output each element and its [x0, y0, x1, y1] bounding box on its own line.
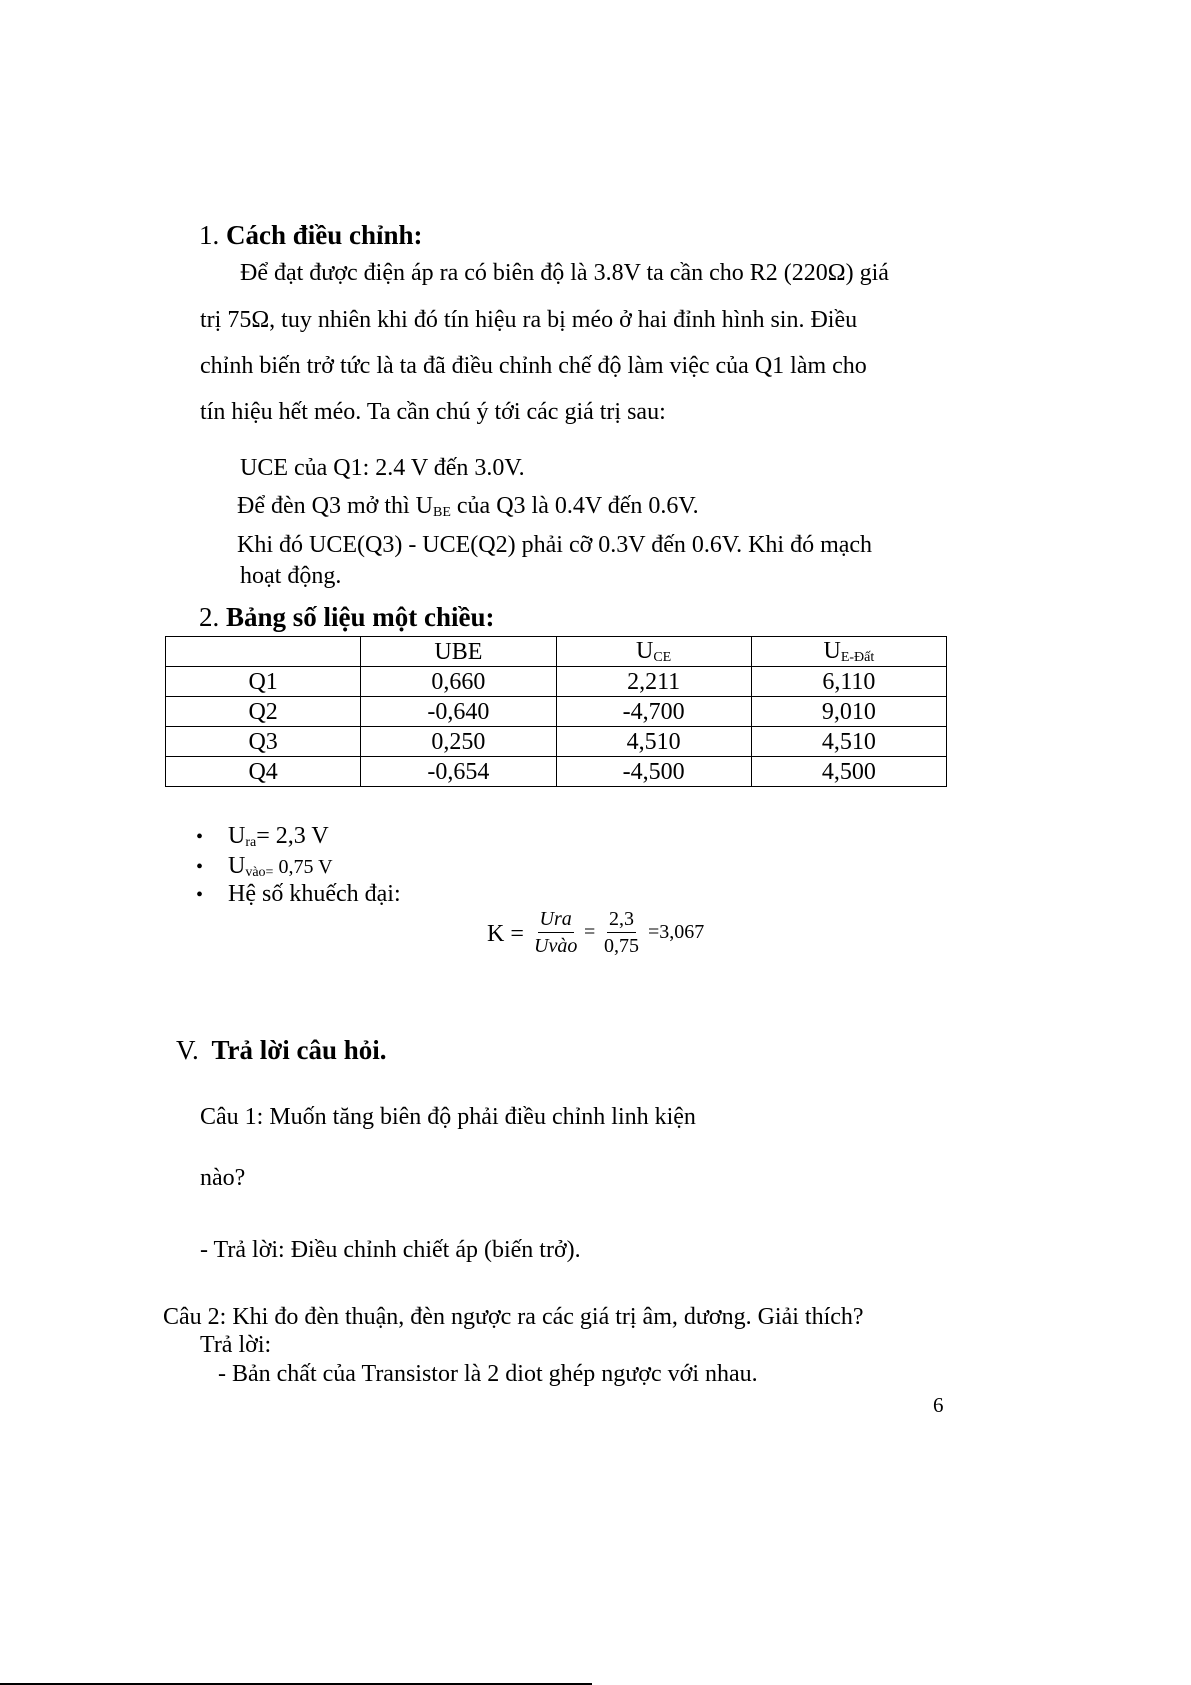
section-title: Cách điều chỉnh: [226, 220, 423, 250]
text: Để đèn Q3 mở thì U [237, 493, 433, 519]
question-1-continued: nào? [200, 1165, 246, 1191]
question-1: Câu 1: Muốn tăng biên độ phải điều chỉnh linh kiện [200, 1104, 696, 1130]
denominator: 0,75 [604, 935, 639, 957]
formula-lhs: K = [487, 921, 524, 947]
condition-ube-q3 [237, 494, 699, 520]
text: U [228, 823, 246, 849]
cell: Q2 [166, 697, 361, 727]
cell: 2,211 [556, 667, 751, 697]
cell: 0,660 [361, 667, 556, 697]
paragraph-line: chỉnh biến trở tức là ta đã điều chỉnh chế độ làm việc của Q1 làm cho [200, 353, 867, 379]
subscript: vào= [245, 865, 274, 880]
header-cell [751, 637, 946, 667]
cell: Q1 [166, 667, 361, 697]
cell: -0,640 [361, 697, 556, 727]
table-header-row [166, 637, 947, 667]
section-title: Trả lời câu hỏi. [211, 1035, 387, 1065]
bullet-icon: • [196, 884, 204, 906]
input-voltage [228, 854, 333, 880]
numerator: Ura [538, 909, 574, 933]
cell: -0,654 [361, 757, 556, 787]
question-2: Câu 2: Khi đo đèn thuận, đèn ngược ra các giá trị âm, dương. Giải thích? [163, 1304, 864, 1330]
cell: 0,250 [361, 727, 556, 757]
page-number: 6 [933, 1393, 944, 1417]
subscript: CE [653, 649, 672, 665]
condition-uce-diff: Khi đó UCE(Q3) - UCE(Q2) phải cỡ 0.3V đến 0.6V. Khi đó mạch [237, 532, 873, 558]
header-cell [166, 637, 361, 667]
section-number: V. [176, 1035, 199, 1065]
section-1-heading [199, 222, 423, 249]
text: U [823, 637, 841, 664]
section-number: 1. [199, 220, 220, 250]
text: = 2,3 V [256, 823, 329, 849]
cell: 4,510 [556, 727, 751, 757]
fraction-symbolic [534, 909, 577, 956]
formula-equals: = [584, 921, 596, 943]
dc-data-table [165, 636, 947, 787]
condition-uce-q1: UCE của Q1: 2.4 V đến 3.0V. [240, 455, 525, 481]
gain-label: Hệ số khuếch đại: [228, 881, 401, 907]
paragraph-line: tín hiệu hết méo. Ta cần chú ý tới các giá trị sau: [200, 399, 666, 425]
section-5-heading [176, 1037, 387, 1064]
text: U [228, 853, 246, 879]
formula-result: =3,067 [648, 921, 705, 943]
text: 0,75 V [273, 856, 333, 878]
cell: 9,010 [751, 697, 946, 727]
table-row [166, 697, 947, 727]
bullet-icon: • [196, 856, 204, 878]
cell: 4,510 [751, 727, 946, 757]
text: của Q3 là 0.4V đến 0.6V. [450, 493, 699, 519]
paragraph-line: trị 75Ω, tuy nhiên khi đó tín hiệu ra bị méo ở hai đỉnh hình sin. Điều [200, 307, 858, 333]
fraction-numeric [604, 909, 639, 956]
cell: Q4 [166, 757, 361, 787]
numerator: 2,3 [607, 909, 636, 933]
bullet-icon: • [196, 826, 204, 848]
text: U [636, 637, 654, 664]
output-voltage [228, 824, 329, 850]
subscript: BE [433, 505, 451, 520]
cell: 6,110 [751, 667, 946, 697]
table-row [166, 727, 947, 757]
header-cell: UBE [361, 637, 556, 667]
cell: Q3 [166, 727, 361, 757]
answer-2-label: Trả lời: [200, 1332, 272, 1358]
subscript: E-Đất [840, 649, 875, 665]
paragraph-line: Để đạt được điện áp ra có biên độ là 3.8V ta cần cho R2 (220Ω) giá [240, 260, 889, 286]
section-title: Bảng số liệu một chiều: [226, 602, 495, 632]
header-cell [556, 637, 751, 667]
answer-1: - Trả lời: Điều chỉnh chiết áp (biến trở). [200, 1237, 581, 1263]
cell: 4,500 [751, 757, 946, 787]
section-2-heading [199, 604, 495, 631]
cell: -4,500 [556, 757, 751, 787]
cell: -4,700 [556, 697, 751, 727]
answer-2: - Bản chất của Transistor là 2 diot ghép ngược với nhau. [218, 1361, 758, 1387]
section-number: 2. [199, 602, 220, 632]
table-row [166, 757, 947, 787]
table-row [166, 667, 947, 697]
condition-continued: hoạt động. [240, 563, 342, 589]
subscript: ra [245, 835, 257, 850]
denominator: Uvào [534, 935, 578, 957]
